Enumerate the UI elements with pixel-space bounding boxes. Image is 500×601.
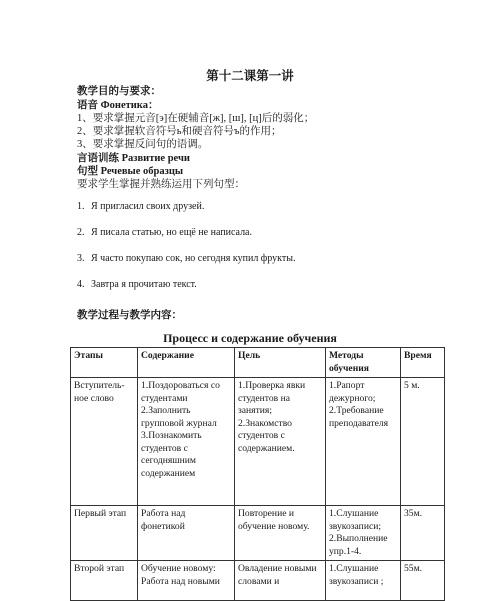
example-number: 3. <box>77 253 85 264</box>
cell-stage: Вступитель-ное слово <box>71 378 138 506</box>
example-number: 1. <box>77 201 85 212</box>
header-content: Содержание <box>138 348 235 378</box>
cell-stage: Первый этап <box>71 506 138 561</box>
process-heading: 教学过程与教学内容： <box>77 310 182 321</box>
cell-methods: 1.Рапорт дежурного; 2.Требование преподавателя <box>326 378 401 506</box>
example-text: Я писала статью, но ещё не написала. <box>91 227 252 238</box>
example-number: 2. <box>77 227 85 238</box>
cell-content: Работа над фонетикой <box>138 506 235 561</box>
phonetics-item: 3、要求掌握反问句的语调。 <box>77 139 209 150</box>
lesson-table <box>70 347 445 601</box>
patterns-heading: 句型 Речевые образцы <box>77 166 184 177</box>
table-header-row <box>71 348 445 378</box>
example-sentence <box>77 279 197 290</box>
example-text: Завтра я прочитаю текст. <box>91 279 197 290</box>
example-text: Я часто покупаю сок, но сегодня купил фрукты. <box>91 253 296 264</box>
example-sentence <box>77 253 295 264</box>
patterns-intro: 要求学生掌握并熟练运用下列句型： <box>77 179 245 190</box>
example-text: Я пригласил своих друзей. <box>91 201 205 212</box>
cell-time: 55м. <box>401 561 445 601</box>
cell-time: 5 м. <box>401 378 445 506</box>
header-stages: Этапы <box>71 348 138 378</box>
phonetics-heading: 语音 Фонетика： <box>77 100 159 111</box>
header-goal: Цель <box>235 348 326 378</box>
phonetics-item: 1、要求掌握元音[э]在硬辅音[ж], [ш], [ц]后的弱化； <box>77 113 315 124</box>
example-number: 4. <box>77 279 85 290</box>
cell-goal: Повторение и обучение новому. <box>235 506 326 561</box>
table-row <box>71 378 445 506</box>
lesson-title: 第十二课第一讲 <box>206 69 294 83</box>
cell-methods: 1.Слушание звукозаписи; 2.Выполнение упр.1-4. <box>326 506 401 561</box>
table-title: Процесс и содержание обучения <box>163 331 337 345</box>
goals-heading: 教学目的与要求： <box>77 86 161 97</box>
header-time: Время <box>401 348 445 378</box>
table-row <box>71 561 445 601</box>
table-row <box>71 506 445 561</box>
speech-heading: 言语训练 Развитие речи <box>77 153 190 164</box>
header-methods: Методы обучения <box>326 348 401 378</box>
phonetics-item: 2、要求掌握软音符号ь和硬音符号ъ的作用； <box>77 126 282 137</box>
cell-content: 1.Поздороваться со студентами 2.Заполнить групповой журнал 3.Познакомить студентов с сегодняшним содержанием <box>138 378 235 506</box>
cell-time: 35м. <box>401 506 445 561</box>
example-sentence <box>77 201 204 212</box>
cell-methods: 1.Слушание звукозаписи ; <box>326 561 401 601</box>
cell-goal: Овладение новыми словами и <box>235 561 326 601</box>
cell-content: Обучение новому: Работа над новыми <box>138 561 235 601</box>
cell-goal: 1.Проверка явки студентов на занятия; 2.Знакомство студентов с содержанием. <box>235 378 326 506</box>
example-sentence <box>77 227 252 238</box>
cell-stage: Второй этап <box>71 561 138 601</box>
